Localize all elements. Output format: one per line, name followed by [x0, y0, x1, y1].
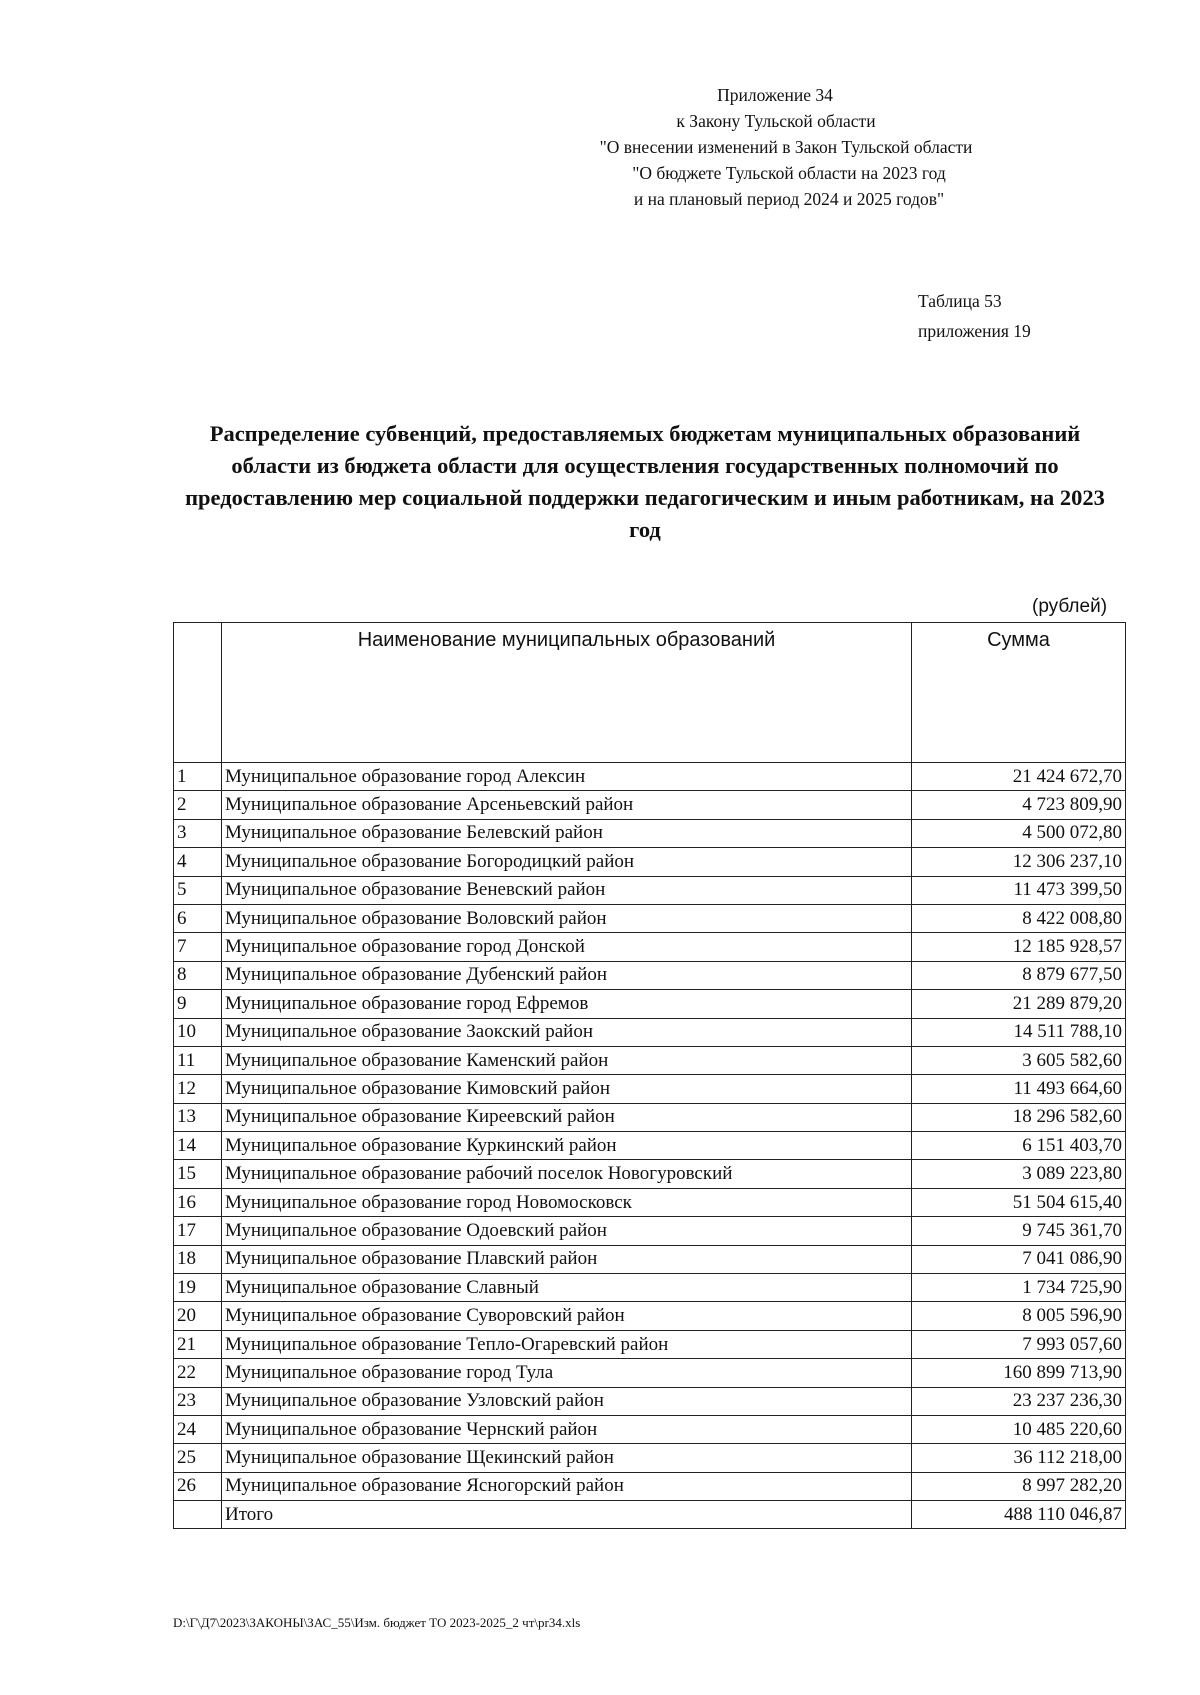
- row-number: 22: [174, 1359, 222, 1387]
- row-sum: 8 005 596,90: [912, 1302, 1126, 1330]
- row-sum: 8 422 008,80: [912, 904, 1126, 932]
- row-sum: 36 112 218,00: [912, 1444, 1126, 1472]
- row-number: 4: [174, 848, 222, 876]
- row-name: Муниципальное образование Суворовский район: [222, 1302, 912, 1330]
- row-number: 9: [174, 990, 222, 1018]
- file-path-footer: D:\Г\Д7\2023\ЗАКОНЫ\ЗАС_55\Изм. бюджет ТО 2023-2025_2 чт\pr34.xls: [173, 1615, 581, 1630]
- row-name: Муниципальное образование Славный: [222, 1274, 912, 1302]
- row-sum: 9 745 361,70: [912, 1217, 1126, 1245]
- row-sum: 7 993 057,60: [912, 1330, 1126, 1358]
- row-number: 1: [174, 763, 222, 791]
- table-row: [174, 1330, 1126, 1358]
- appendix-line: Приложение 34: [717, 85, 833, 105]
- row-number: 8: [174, 961, 222, 989]
- row-sum: 6 151 403,70: [912, 1132, 1126, 1160]
- row-number: 15: [174, 1160, 222, 1188]
- table-row: [174, 990, 1126, 1018]
- row-name: Муниципальное образование Дубенский район: [222, 961, 912, 989]
- row-sum: 12 185 928,57: [912, 933, 1126, 961]
- row-name: Муниципальное образование город Алексин: [222, 763, 912, 791]
- row-sum: 21 424 672,70: [912, 763, 1126, 791]
- table-row: [174, 933, 1126, 961]
- row-sum: 12 306 237,10: [912, 848, 1126, 876]
- row-sum: 8 997 282,20: [912, 1472, 1126, 1500]
- row-sum: 14 511 788,10: [912, 1018, 1126, 1046]
- row-name: Муниципальное образование Ясногорский район: [222, 1472, 912, 1500]
- row-sum: 1 734 725,90: [912, 1274, 1126, 1302]
- appendix-line: "О бюджете Тульской области на 2023 год: [632, 163, 946, 183]
- row-number: 26: [174, 1472, 222, 1500]
- document-title: Распределение субвенций, предоставляемых бюджетам муниципальных образований области из бюджета области для осуществления государственных полномочий по предоставлению мер социальной поддержки педагогическим и иным работникам, на 2023 год: [185, 421, 1105, 542]
- row-name: Муниципальное образование Каменский район: [222, 1046, 912, 1074]
- table-row: [174, 1046, 1126, 1074]
- row-number: 24: [174, 1415, 222, 1443]
- row-number: 2: [174, 791, 222, 819]
- table-row: [174, 1245, 1126, 1273]
- row-name: Муниципальное образование Арсеньевский район: [222, 791, 912, 819]
- row-number: 10: [174, 1018, 222, 1046]
- row-number: 5: [174, 876, 222, 904]
- total-label: Итого: [222, 1501, 912, 1529]
- row-number: 12: [174, 1075, 222, 1103]
- table-row: [174, 1075, 1126, 1103]
- row-sum: 4 500 072,80: [912, 819, 1126, 847]
- row-sum: 3 605 582,60: [912, 1046, 1126, 1074]
- table-row: [174, 1132, 1126, 1160]
- table-row: [174, 1103, 1126, 1131]
- table-row: [174, 1274, 1126, 1302]
- header-number: [174, 623, 222, 763]
- row-sum: 21 289 879,20: [912, 990, 1126, 1018]
- row-name: Муниципальное образование Куркинский район: [222, 1132, 912, 1160]
- total-row: [174, 1501, 1126, 1529]
- row-sum: 8 879 677,50: [912, 961, 1126, 989]
- row-sum: 160 899 713,90: [912, 1359, 1126, 1387]
- row-sum: 10 485 220,60: [912, 1415, 1126, 1443]
- row-name: Муниципальное образование город Тула: [222, 1359, 912, 1387]
- row-name: Муниципальное образование город Ефремов: [222, 990, 912, 1018]
- row-sum: 51 504 615,40: [912, 1188, 1126, 1216]
- row-name: Муниципальное образование Киреевский район: [222, 1103, 912, 1131]
- subsidy-table: [173, 622, 1126, 1529]
- row-name: Муниципальное образование рабочий поселок Новогуровский: [222, 1160, 912, 1188]
- appendix-line: к Закону Тульской области: [676, 111, 876, 131]
- table-row: [174, 1188, 1126, 1216]
- row-number: 18: [174, 1245, 222, 1273]
- row-number: 23: [174, 1387, 222, 1415]
- table-header-row: [174, 623, 1126, 763]
- row-sum: 3 089 223,80: [912, 1160, 1126, 1188]
- row-number: 7: [174, 933, 222, 961]
- row-number: 3: [174, 819, 222, 847]
- table-row: [174, 1018, 1126, 1046]
- table-row: [174, 1415, 1126, 1443]
- appendix-line: и на плановый период 2024 и 2025 годов": [633, 189, 945, 209]
- row-number: 6: [174, 904, 222, 932]
- table-reference: [918, 286, 1031, 346]
- table-row: [174, 791, 1126, 819]
- row-name: Муниципальное образование Богородицкий район: [222, 848, 912, 876]
- table-row: [174, 904, 1126, 932]
- total-sum: 488 110 046,87: [912, 1501, 1126, 1529]
- table-row: [174, 876, 1126, 904]
- row-number: 17: [174, 1217, 222, 1245]
- table-row: [174, 1217, 1126, 1245]
- row-name: Муниципальное образование Воловский район: [222, 904, 912, 932]
- table-row: [174, 961, 1126, 989]
- row-name: Муниципальное образование Веневский район: [222, 876, 912, 904]
- table-row: [174, 1359, 1126, 1387]
- row-number: 25: [174, 1444, 222, 1472]
- row-name: Муниципальное образование Тепло-Огаревский район: [222, 1330, 912, 1358]
- appendix-line: "О внесении изменений в Закон Тульской области: [599, 137, 973, 157]
- table-ref-line: Таблица 53: [918, 291, 1002, 311]
- table-row: [174, 1160, 1126, 1188]
- table-ref-line: приложения 19: [918, 321, 1031, 341]
- row-number: 21: [174, 1330, 222, 1358]
- row-number: 19: [174, 1274, 222, 1302]
- row-sum: 4 723 809,90: [912, 791, 1126, 819]
- row-sum: 18 296 582,60: [912, 1103, 1126, 1131]
- row-name: Муниципальное образование Щекинский район: [222, 1444, 912, 1472]
- table-row: [174, 763, 1126, 791]
- table-row: [174, 1302, 1126, 1330]
- row-sum: 11 493 664,60: [912, 1075, 1126, 1103]
- row-name: Муниципальное образование Кимовский район: [222, 1075, 912, 1103]
- row-sum: 11 473 399,50: [912, 876, 1126, 904]
- header-sum: Сумма: [912, 623, 1126, 763]
- row-name: Муниципальное образование город Донской: [222, 933, 912, 961]
- header-name: Наименование муниципальных образований: [222, 623, 912, 763]
- row-name: Муниципальное образование Узловский район: [222, 1387, 912, 1415]
- row-name: Муниципальное образование Чернский район: [222, 1415, 912, 1443]
- row-name: Муниципальное образование город Новомосковск: [222, 1188, 912, 1216]
- row-number: 13: [174, 1103, 222, 1131]
- table-row: [174, 1472, 1126, 1500]
- row-number: 20: [174, 1302, 222, 1330]
- table-row: [174, 819, 1126, 847]
- row-number: 11: [174, 1046, 222, 1074]
- table-row: [174, 1444, 1126, 1472]
- row-name: Муниципальное образование Плавский район: [222, 1245, 912, 1273]
- table-row: [174, 1387, 1126, 1415]
- appendix-header: [503, 82, 1023, 212]
- total-number: [174, 1501, 222, 1529]
- row-sum: 23 237 236,30: [912, 1387, 1126, 1415]
- row-name: Муниципальное образование Заокский район: [222, 1018, 912, 1046]
- row-name: Муниципальное образование Одоевский район: [222, 1217, 912, 1245]
- row-number: 16: [174, 1188, 222, 1216]
- row-sum: 7 041 086,90: [912, 1245, 1126, 1273]
- unit-label: (рублей): [1032, 596, 1108, 617]
- row-number: 14: [174, 1132, 222, 1160]
- table-row: [174, 848, 1126, 876]
- row-name: Муниципальное образование Белевский район: [222, 819, 912, 847]
